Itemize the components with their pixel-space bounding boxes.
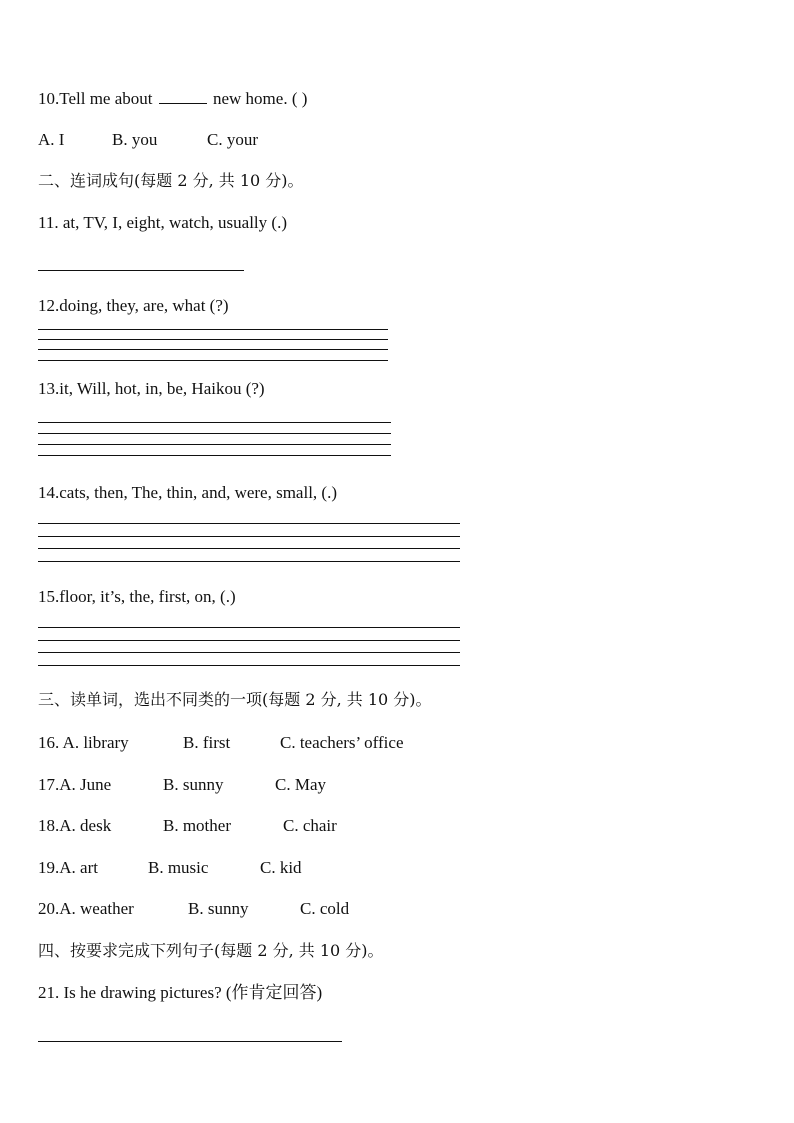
answer-line [38,360,388,361]
option-c: C. teachers’ office [280,733,404,752]
answer-line [38,561,460,562]
question-10-text-a: 10.Tell me about [38,89,157,108]
option-b: B. music [148,858,209,877]
question-11: 11. at, TV, I, eight, watch, usually (.) [38,213,287,232]
option-c: C. your [207,130,258,149]
answer-line[interactable] [38,523,460,524]
option-c: C. kid [260,858,302,877]
question-16 [38,733,404,753]
option-a: 17.A. June [38,775,112,794]
option-b: B. you [112,130,158,149]
option-c: C. chair [283,816,337,835]
question-13: 13.it, Will, hot, in, be, Haikou (?) [38,379,265,398]
option-c: C. cold [300,899,350,918]
answer-line [38,536,460,537]
answer-blank[interactable] [159,88,207,104]
answer-line [38,665,460,666]
option-a: 18.A. desk [38,816,112,835]
answer-line [38,433,391,434]
answer-line [38,349,388,350]
option-b: B. first [183,733,231,752]
option-a: 19.A. art [38,858,98,877]
question-17 [38,775,326,795]
section-2-heading: 二、连词成句(每题 2 分, 共 10 分)。 [38,171,304,190]
answer-line[interactable] [38,627,460,628]
answer-line[interactable] [38,270,244,271]
question-14: 14.cats, then, The, thin, and, were, small, (.) [38,483,337,502]
section-4-heading: 四、按要求完成下列句子(每题 2 分, 共 10 分)。 [38,941,384,960]
question-10 [38,88,307,109]
option-b: B. mother [163,816,231,835]
answer-line[interactable] [38,1041,342,1042]
answer-line [38,455,391,456]
option-a: A. I [38,130,65,149]
option-b: B. sunny [163,775,224,794]
section-3-heading: 三、读单词，选出不同类的一项(每题 2 分, 共 10 分)。 [38,690,432,709]
answer-line [38,339,388,340]
option-a: 16. A. library [38,733,129,752]
answer-line [38,548,460,549]
answer-line[interactable] [38,329,388,330]
question-12: 12.doing, they, are, what (?) [38,296,229,315]
question-19 [38,858,302,878]
question-10-options [38,130,258,150]
answer-line [38,640,460,641]
question-15: 15.floor, it’s, the, first, on, (.) [38,587,236,606]
option-c: C. May [275,775,326,794]
option-b: B. sunny [188,899,249,918]
question-20 [38,899,349,919]
question-18 [38,816,337,836]
answer-line [38,652,460,653]
question-21: 21. Is he drawing pictures? (作肯定回答) [38,983,323,1002]
question-10-text-b: new home. ( ) [208,89,308,108]
answer-line [38,444,391,445]
answer-line[interactable] [38,422,391,423]
option-a: 20.A. weather [38,899,134,918]
